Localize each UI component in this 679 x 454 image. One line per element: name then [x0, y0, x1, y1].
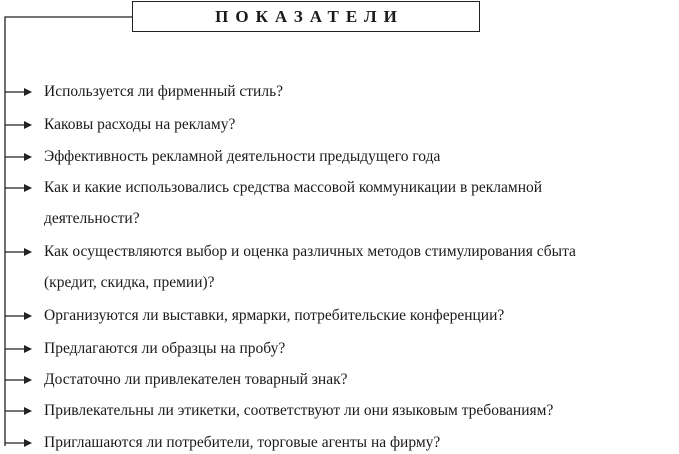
list-item-text: Предлагаются ли образцы на пробу? — [44, 340, 286, 357]
list-item — [44, 242, 576, 262]
list-item-continuation — [44, 273, 215, 293]
list-item — [44, 433, 440, 453]
list-item-text-cont: деятельности? — [44, 210, 140, 227]
title-box — [132, 1, 480, 32]
list-item — [44, 401, 553, 421]
list-item — [44, 147, 440, 167]
list-item-text: Эффективность рекламной деятельности предыдущего года — [44, 148, 441, 165]
list-item — [44, 370, 348, 390]
diagram-title: ПОКАЗАТЕЛИ — [215, 6, 404, 26]
list-item-text: Каковы расходы на рекламу? — [44, 116, 236, 133]
list-item-text: Организуются ли выставки, ярмарки, потребительские конференции? — [44, 307, 505, 324]
list-item-text-cont: (кредит, скидка, премии)? — [44, 274, 215, 291]
list-item — [44, 339, 285, 359]
list-item — [44, 82, 283, 102]
list-item-text: Достаточно ли привлекателен товарный знак? — [44, 371, 348, 388]
list-item — [44, 178, 542, 198]
list-item-text: Используется ли фирменный стиль? — [44, 83, 284, 100]
list-item-text: Как и какие использовались средства массовой коммуникации в рекламной — [44, 179, 543, 196]
list-item-text: Как осуществляются выбор и оценка различных методов стимулирования сбыта — [44, 243, 576, 260]
list-item-continuation — [44, 209, 140, 229]
arrow-branches — [5, 92, 31, 443]
list-item — [44, 115, 235, 135]
list-item-text: Приглашаются ли потребители, торговые агенты на фирму? — [44, 434, 441, 451]
list-item — [44, 306, 504, 326]
list-item-text: Привлекательны ли этикетки, соответствуют ли они языковым требованиям? — [44, 402, 554, 419]
